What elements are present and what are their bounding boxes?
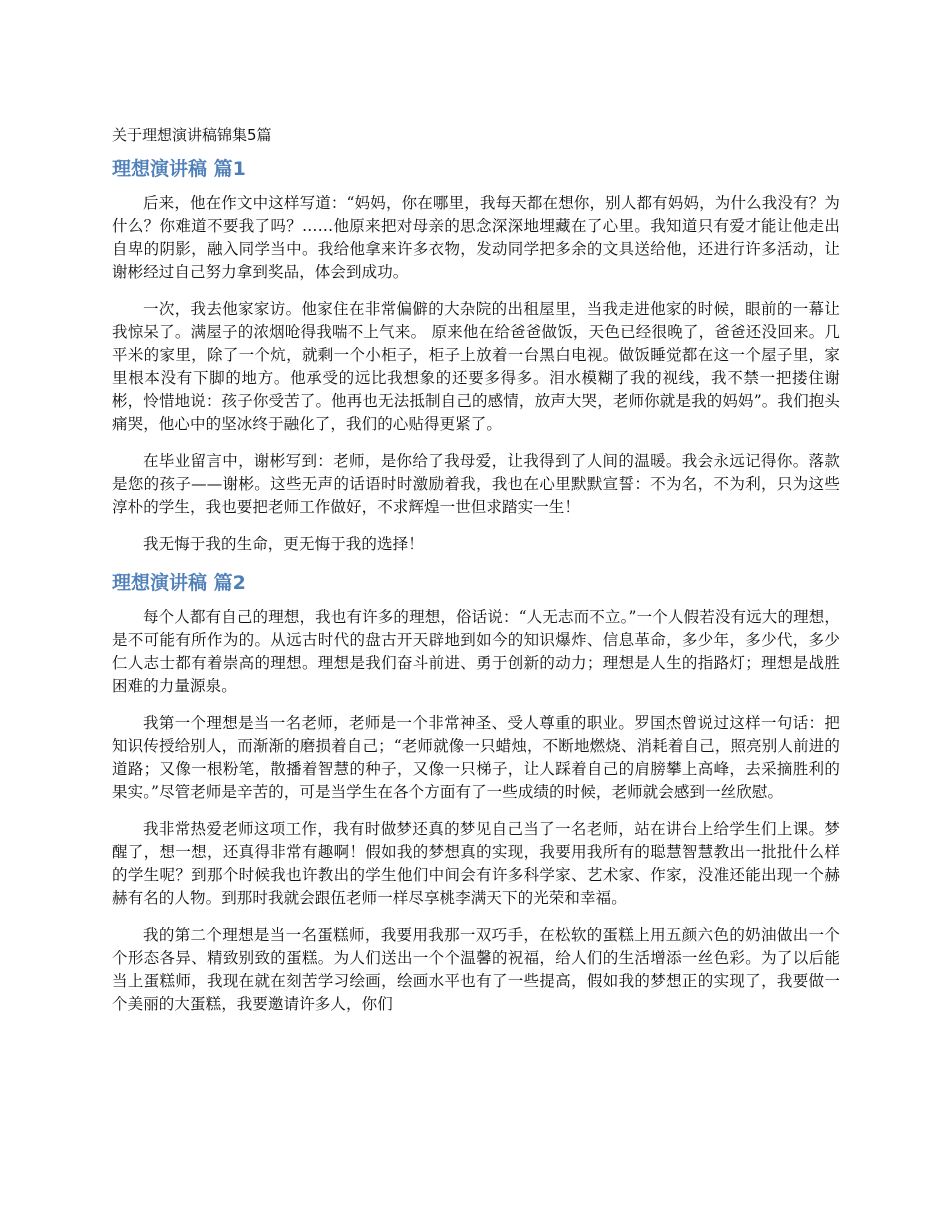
section-heading: 理想演讲稿 篇2 <box>112 572 246 594</box>
paragraph: 在毕业留言中，谢彬写到：老师，是你给了我母爱，让我得到了人间的温暖。我会永远记得你。落款是您的孩子——谢彬。这些无声的话语时时激励着我，我也在心里默默宣誓：不为名，不为利，只为这些淳朴的学生，我也要把老师工作做好，不求辉煌一世但求踏实一生！ <box>112 452 840 516</box>
paragraph: 每个人都有自己的理想，我也有许多的理想，俗话说：“人无志而不立。”一个人假若没有远大的理想，是不可能有所作为的。从远古时代的盘古开天辟地到如今的知识爆炸、信息革命，多少年，多少代，多少仁人志士都有着崇高的理想。理想是我们奋斗前进、勇于创新的动力；理想是人生的指路灯；理想是战胜困难的力量源泉。 <box>112 608 840 695</box>
paragraph: 一次，我去他家家访。他家住在非常偏僻的大杂院的出租屋里，当我走进他家的时候，眼前的一幕让我惊呆了。满屋子的浓烟呛得我喘不上气来。 原来他在给爸爸做饭，天色已经很晚了，爸爸还没回来。几平米的家里，除了一个炕，就剩一个小柜子，柜子上放着一台黑白电视。做饭睡觉都在这一个屋子里，家里根本没有下脚的地方。他承受的远比我想象的还要多得多。泪水模糊了我的视线，我不禁一把搂住谢彬，怜惜地说：孩子你受苦了。他再也无法抵制自己的感情，放声大哭，老师你就是我的妈妈”。我们抱头痛哭，他心中的坚冰终于融化了，我们的心贴得更紧了。 <box>112 300 840 433</box>
section-heading: 理想演讲稿 篇1 <box>112 158 246 180</box>
paragraph: 我的第二个理想是当一名蛋糕师，我要用我那一双巧手，在松软的蛋糕上用五颜六色的奶油做出一个个形态各异、精致别致的蛋糕。为人们送出一个个温馨的祝福，给人们的生活增添一丝色彩。为了以后能当上蛋糕师，我现在就在刻苦学习绘画，绘画水平也有了一些提高，假如我的梦想正的实现了，我要做一个美丽的大蛋糕，我要邀请许多人，你们 <box>112 926 840 1013</box>
paragraph: 我第一个理想是当一名老师，老师是一个非常神圣、受人尊重的职业。罗国杰曾说过这样一句话：把知识传授给别人，而渐渐的磨损着自己；“老师就像一只蜡烛，不断地燃烧、消耗着自己，照亮别人前进的道路；又像一根粉笔，散播着智慧的种子，又像一只梯子，让人踩着自己的肩膀攀上高峰，去采摘胜利的果实。”尽管老师是辛苦的，可是当学生在各个方面有了一些成绩的时候，老师就会感到一丝欣慰。 <box>112 714 840 801</box>
paragraph: 我非常热爱老师这项工作，我有时做梦还真的梦见自己当了一名老师，站在讲台上给学生们上课。梦醒了，想一想，还真得非常有趣啊！假如我的梦想真的实现，我要用我所有的聪慧智慧教出一批批什么样的学生呢？到那个时候我也许教出的学生他们中间会有许多科学家、艺术家、作家，没准还能出现一个赫赫有名的人物。到那时我就会跟伍老师一样尽享桃李满天下的光荣和幸福。 <box>112 820 840 907</box>
paragraph: 后来，他在作文中这样写道：“妈妈，你在哪里，我每天都在想你，别人都有妈妈，为什么我没有？为什么？你难道不要我了吗？……他原来把对母亲的思念深深地埋藏在了心里。我知道只有爱才能让他走出自卑的阴影，融入同学当中。我给他拿来许多衣物，发动同学把多余的文具送给他，还进行许多活动，让谢彬经过自己努力拿到奖品，体会到成功。 <box>112 194 840 281</box>
section-2 <box>112 570 840 1016</box>
document-title: 关于理想演讲稿锦集5篇 <box>112 126 272 144</box>
paragraph: 我无悔于我的生命，更无悔于我的选择！ <box>143 535 424 553</box>
section-1 <box>112 156 840 556</box>
